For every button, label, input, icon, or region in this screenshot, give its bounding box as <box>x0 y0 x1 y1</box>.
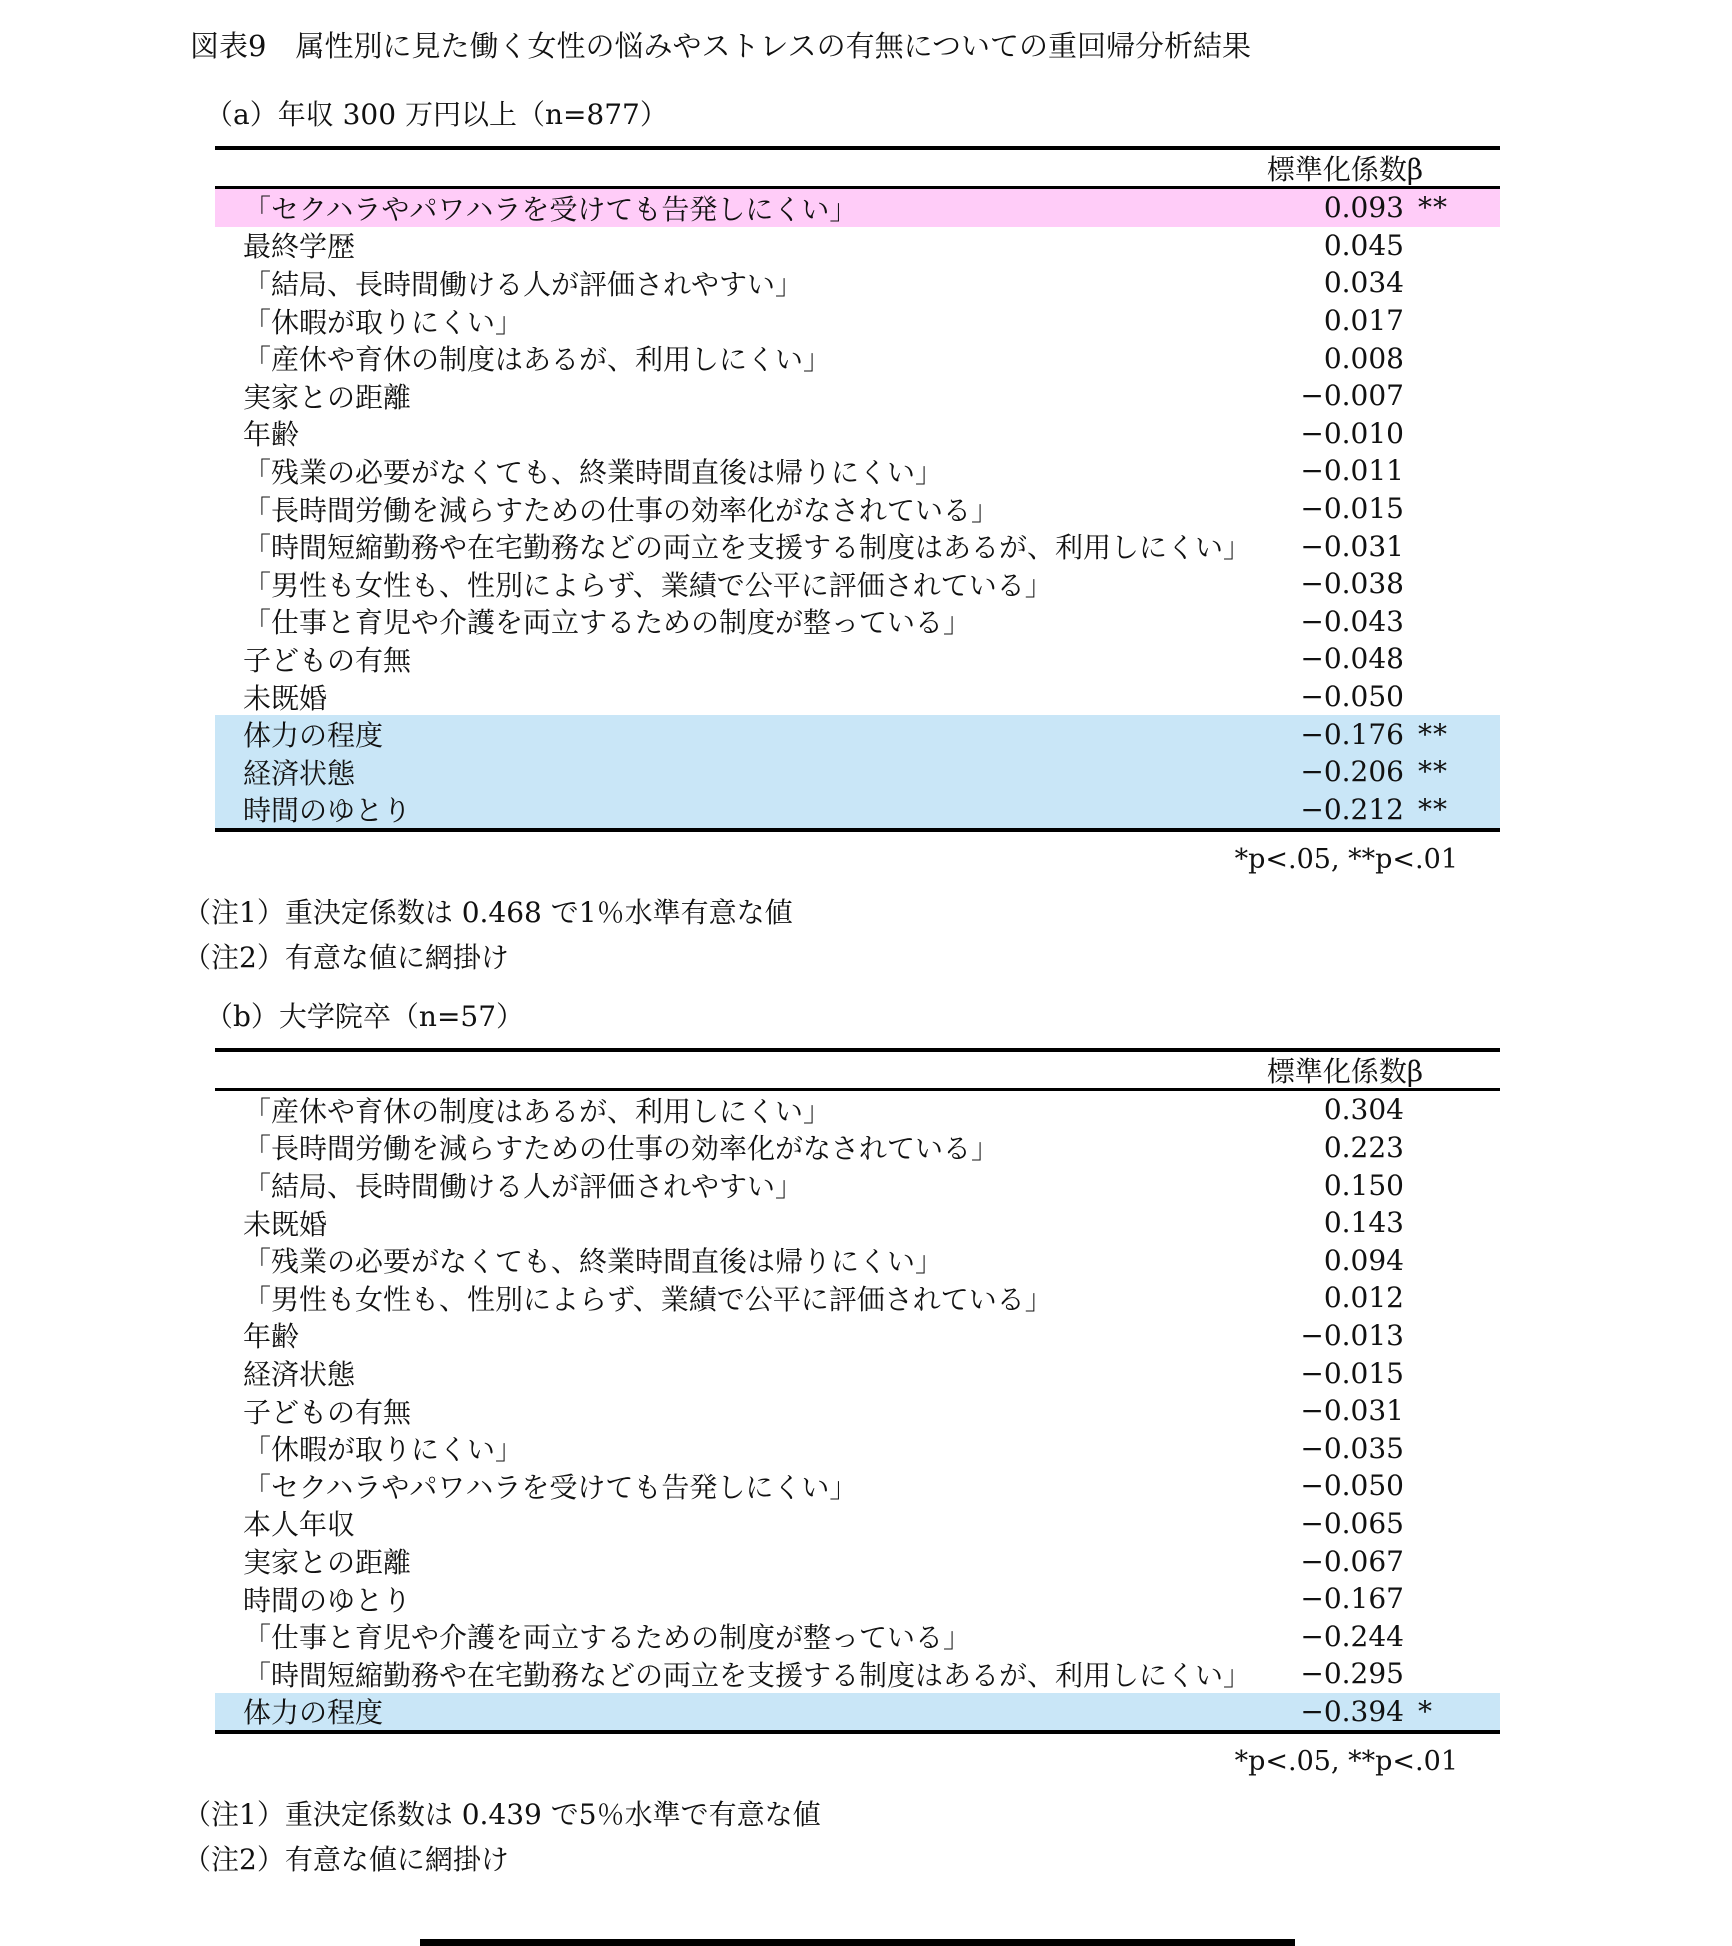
row-value: 0.045 <box>1323 228 1404 262</box>
table-row <box>215 1542 1500 1580</box>
row-label: 「産休や育休の制度はあるが、利用しにくい」 <box>243 1094 832 1128</box>
table-row <box>215 452 1500 490</box>
row-label: 年齢 <box>243 418 300 452</box>
row-label: 「セクハラやパワハラを受けても告発しにくい」 <box>243 192 858 226</box>
row-value: 0.034 <box>1323 266 1404 300</box>
row-label: 「休暇が取りにくい」 <box>243 305 524 339</box>
section-a-caption: （a）年収 300 万円以上（n=877） <box>205 98 668 131</box>
row-label: 「長時間労働を減らすための仕事の効率化がなされている」 <box>243 493 1000 527</box>
row-value: −0.176 <box>1300 717 1404 751</box>
row-significance-mark: ** <box>1418 792 1448 826</box>
row-label: 未既婚 <box>243 681 328 715</box>
row-value: −0.050 <box>1300 680 1404 714</box>
row-value: −0.048 <box>1300 642 1404 676</box>
row-value: 0.008 <box>1323 341 1404 375</box>
row-label: 「仕事と育児や介護を両立するための制度が整っている」 <box>243 606 972 640</box>
row-value: −0.013 <box>1300 1318 1404 1352</box>
table-a-body <box>215 189 1500 828</box>
note-line-1: （注1）重決定係数は 0.468 で1％水準有意な値 <box>183 896 793 930</box>
row-label: 子どもの有無 <box>243 1395 412 1429</box>
row-label: 経済状態 <box>243 756 356 790</box>
section-b-caption: （b）大学院卒（n=57） <box>205 1000 525 1034</box>
table-row <box>215 1580 1500 1618</box>
table-row <box>215 1166 1500 1204</box>
row-value: −0.010 <box>1300 416 1404 450</box>
row-value: 0.093 <box>1323 191 1404 225</box>
regression-table-a <box>215 146 1500 832</box>
partial-next-page-rule <box>420 1939 1295 1946</box>
row-value: −0.038 <box>1300 567 1404 601</box>
row-label: 子どもの有無 <box>243 643 412 677</box>
row-label: 本人年収 <box>243 1508 356 1542</box>
row-value: 0.143 <box>1323 1206 1404 1240</box>
row-label: 「時間短縮勤務や在宅勤務などの両立を支援する制度はあるが、利用しにくい」 <box>243 531 1252 565</box>
row-value: −0.295 <box>1300 1657 1404 1691</box>
figure-title: 図表9 属性別に見た働く女性の悩みやストレスの有無についての重回帰分析結果 <box>190 29 1252 63</box>
row-value: 0.150 <box>1323 1168 1404 1202</box>
table-row <box>215 791 1500 829</box>
row-value: −0.043 <box>1300 604 1404 638</box>
table-row <box>215 1655 1500 1693</box>
table-row <box>215 490 1500 528</box>
row-value: −0.031 <box>1300 529 1404 563</box>
table-row <box>215 1241 1500 1279</box>
row-label: 「男性も女性も、性別によらず、業績で公平に評価されている」 <box>243 568 1053 602</box>
row-value: 0.304 <box>1323 1093 1404 1127</box>
row-label: 「結局、長時間働ける人が評価されやすい」 <box>243 1170 804 1204</box>
table-row <box>215 603 1500 641</box>
note-line-2: （注2）有意な値に網掛け <box>183 941 509 975</box>
row-label: 体力の程度 <box>243 1696 384 1730</box>
significance-legend: *p<.05, **p<.01 <box>1234 1746 1458 1778</box>
column-header-standardized-beta: 標準化係数β <box>1266 153 1424 186</box>
table-row <box>215 1467 1500 1505</box>
table-row <box>215 527 1500 565</box>
table-row <box>215 1505 1500 1543</box>
note-line-2: （注2）有意な値に網掛け <box>183 1843 509 1877</box>
table-row <box>215 753 1500 791</box>
section-b-notes <box>183 1792 1732 1882</box>
row-label: 「セクハラやパワハラを受けても告発しにくい」 <box>243 1470 858 1504</box>
row-label: 「仕事と育児や介護を両立するための制度が整っている」 <box>243 1621 972 1655</box>
row-label: 「休暇が取りにくい」 <box>243 1433 524 1467</box>
table-row <box>215 264 1500 302</box>
row-label: 「結局、長時間働ける人が評価されやすい」 <box>243 267 804 301</box>
table-row <box>215 640 1500 678</box>
table-row <box>215 1693 1500 1731</box>
row-value: −0.015 <box>1300 492 1404 526</box>
row-value: −0.007 <box>1300 379 1404 413</box>
table-row <box>215 1204 1500 1242</box>
section-a <box>0 96 1732 980</box>
row-label: 「男性も女性も、性別によらず、業績で公平に評価されている」 <box>243 1282 1053 1316</box>
table-row <box>215 1129 1500 1167</box>
row-label: 実家との距離 <box>243 380 412 414</box>
row-value: −0.031 <box>1300 1394 1404 1428</box>
row-label: 「長時間労働を減らすための仕事の効率化がなされている」 <box>243 1132 1000 1166</box>
table-b-header-row <box>215 1052 1500 1091</box>
row-value: −0.065 <box>1300 1506 1404 1540</box>
table-row <box>215 1617 1500 1655</box>
table-row <box>215 302 1500 340</box>
section-b <box>0 998 1732 1882</box>
table-row <box>215 1429 1500 1467</box>
significance-legend: *p<.05, **p<.01 <box>1234 844 1458 876</box>
row-significance-mark: * <box>1418 1694 1433 1728</box>
row-value: 0.012 <box>1323 1281 1404 1315</box>
row-label: 最終学歴 <box>243 230 356 264</box>
row-value: 0.094 <box>1323 1243 1404 1277</box>
row-label: 「産休や育休の制度はあるが、利用しにくい」 <box>243 343 832 377</box>
row-label: 実家との距離 <box>243 1546 412 1580</box>
section-a-notes <box>183 890 1732 980</box>
row-label: 体力の程度 <box>243 719 384 753</box>
table-row <box>215 377 1500 415</box>
row-value: −0.167 <box>1300 1582 1404 1616</box>
row-label: 年齢 <box>243 1320 300 1354</box>
row-value: −0.011 <box>1300 454 1404 488</box>
row-label: 経済状態 <box>243 1358 356 1392</box>
table-row <box>215 415 1500 453</box>
row-significance-mark: ** <box>1418 191 1448 225</box>
table-row <box>215 339 1500 377</box>
row-value: −0.015 <box>1300 1356 1404 1390</box>
row-value: −0.206 <box>1300 755 1404 789</box>
table-row <box>215 678 1500 716</box>
table-row <box>215 189 1500 227</box>
row-value: −0.212 <box>1300 792 1404 826</box>
table-row <box>215 227 1500 265</box>
table-row <box>215 565 1500 603</box>
row-significance-mark: ** <box>1418 755 1448 789</box>
row-label: 時間のゆとり <box>243 794 412 828</box>
row-value: 0.017 <box>1323 304 1404 338</box>
regression-table-b <box>215 1048 1500 1734</box>
row-value: 0.223 <box>1323 1130 1404 1164</box>
table-row <box>215 1317 1500 1355</box>
table-a-header-row <box>215 150 1500 189</box>
table-row <box>215 1392 1500 1430</box>
row-label: 「残業の必要がなくても、終業時間直後は帰りにくい」 <box>243 1245 944 1279</box>
table-row <box>215 715 1500 753</box>
row-significance-mark: ** <box>1418 717 1448 751</box>
row-value: −0.050 <box>1300 1469 1404 1503</box>
note-line-1: （注1）重決定係数は 0.439 で5％水準で有意な値 <box>183 1798 821 1832</box>
table-row <box>215 1279 1500 1317</box>
table-row <box>215 1091 1500 1129</box>
table-b-body <box>215 1091 1500 1730</box>
row-value: −0.394 <box>1300 1694 1404 1728</box>
table-row <box>215 1354 1500 1392</box>
column-header-standardized-beta: 標準化係数β <box>1266 1055 1424 1089</box>
row-label: 未既婚 <box>243 1207 328 1241</box>
row-value: −0.067 <box>1300 1544 1404 1578</box>
row-label: 「時間短縮勤務や在宅勤務などの両立を支援する制度はあるが、利用しにくい」 <box>243 1658 1252 1692</box>
row-value: −0.244 <box>1300 1619 1404 1653</box>
row-label: 「残業の必要がなくても、終業時間直後は帰りにくい」 <box>243 455 944 489</box>
row-label: 時間のゆとり <box>243 1583 412 1617</box>
row-value: −0.035 <box>1300 1431 1404 1465</box>
